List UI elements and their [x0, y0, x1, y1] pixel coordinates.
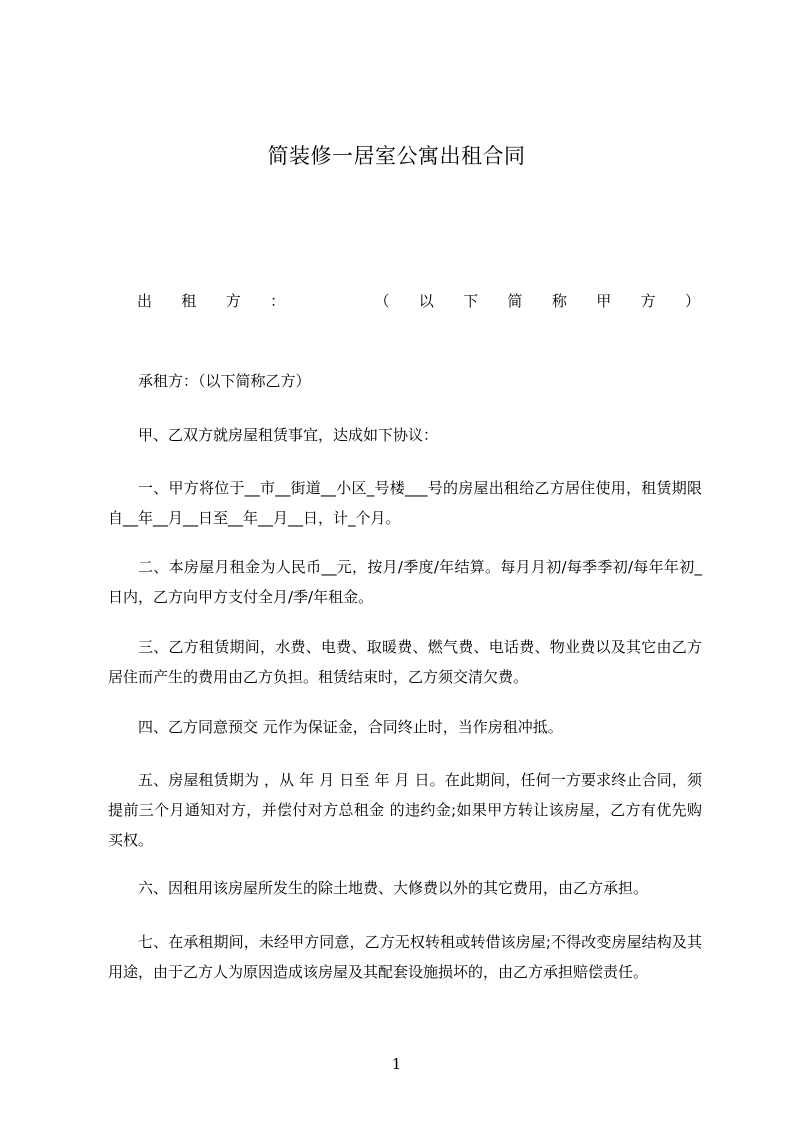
- clause-2: 二、本房屋月租金为人民币__元，按月/季度/年结算。每月月初/每季季初/每年年初_日内，乙方向甲方支付全月/季/年租金。: [108, 558, 702, 606]
- clause-4: 四、乙方同意预交 元作为保证金，合同终止时，当作房租冲抵。: [138, 718, 563, 736]
- lessor-char: （: [374, 292, 390, 310]
- lessor-line: [137, 290, 700, 311]
- lessee-line: 承租方：（以下简称乙方）: [138, 372, 311, 390]
- clause-6: 六、因租用该房屋所发生的除土地费、大修费以外的其它费用，由乙方承担。: [138, 879, 649, 897]
- lessor-char: 方: [640, 292, 656, 310]
- clause-3: 三、乙方租赁期间，水费、电费、取暖费、燃气费、电话费、物业费以及其它由乙方居住而产生的费用由乙方负担。租赁结束时，乙方须交清欠费。: [108, 638, 702, 686]
- intro-paragraph: 甲、乙双方就房屋租赁事宜，达成如下协议：: [138, 426, 439, 444]
- lessor-char: ）: [684, 292, 700, 310]
- lessor-char: 下: [463, 292, 479, 310]
- page-number: 1: [391, 1055, 402, 1073]
- clause-1: 一、甲方将位于__市__街道__小区_号楼___号的房屋出租给乙方居住使用，租赁期限自__年__月__日至__年__月__日，计_个月。: [108, 479, 702, 527]
- lessor-char: 称: [551, 292, 567, 310]
- lessor-char: 出: [137, 292, 153, 310]
- contract-title: 简装修一居室公寓出租合同: [267, 144, 526, 168]
- lessor-char: 简: [507, 292, 523, 310]
- lessor-char: 方: [225, 292, 241, 310]
- clause-5: 五、房屋租赁期为 ，从 年 月 日至 年 月 日。在此期间，任何一方要求终止合同，须提前三个月通知对方，并偿付对方总租金 的违约金;如果甲方转让该房屋，乙方有优先购买权。: [108, 771, 702, 849]
- lessor-char: ：: [270, 292, 286, 310]
- lessor-char: 以: [418, 292, 434, 310]
- clause-7: 七、在承租期间，未经甲方同意，乙方无权转租或转借该房屋;不得改变房屋结构及其用途，由于乙方人为原因造成该房屋及其配套设施损坏的，由乙方承担赔偿责任。: [108, 933, 702, 981]
- lessor-char: 甲: [596, 292, 612, 310]
- lessor-char: 租: [181, 292, 197, 310]
